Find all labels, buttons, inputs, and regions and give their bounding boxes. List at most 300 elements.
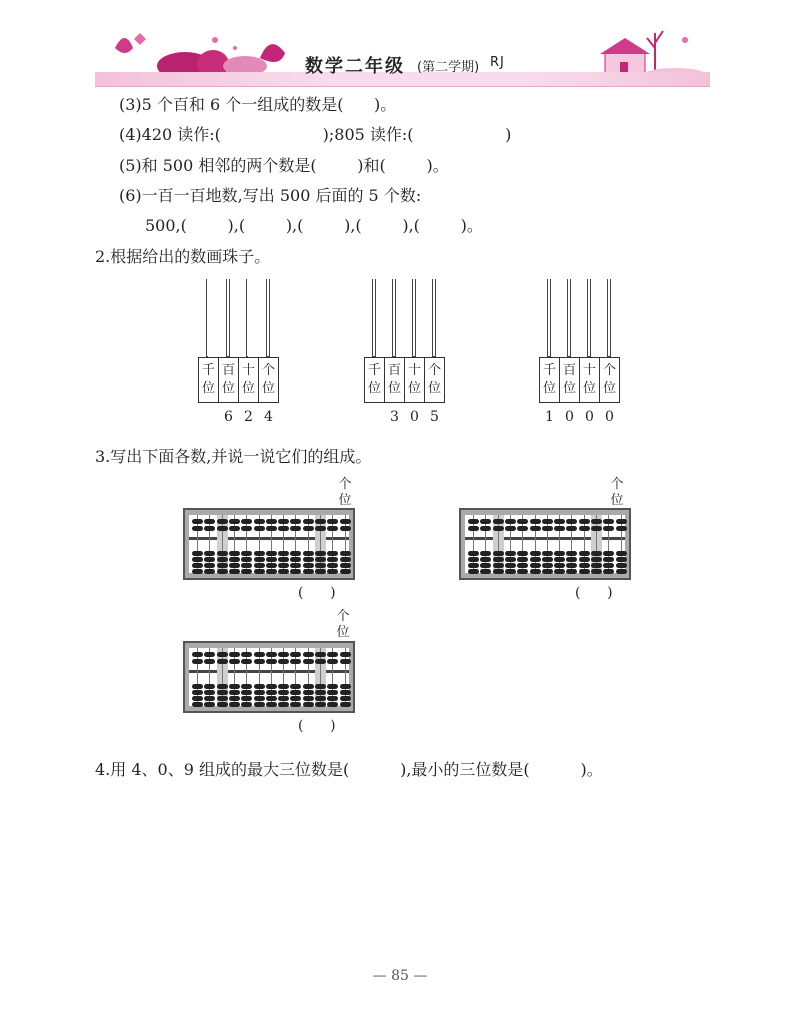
counting-rod[interactable] [246,279,248,357]
abacus-bead[interactable] [229,702,240,707]
counting-rod[interactable] [226,279,230,357]
q1-item-3: (3)5 个百和 6 个一组成的数是( )。 [119,95,397,114]
abacus-bead[interactable] [315,563,326,568]
abacus-bead[interactable] [290,684,301,689]
abacus-bead[interactable] [254,690,265,695]
abacus-bead[interactable] [303,684,314,689]
abacus-bead[interactable] [315,551,326,556]
abacus-bead[interactable] [591,563,602,568]
abacus-bead[interactable] [217,526,228,531]
abacus-bead[interactable] [278,659,289,664]
abacus-bead[interactable] [315,702,326,707]
abacus-bead[interactable] [241,557,252,562]
abacus-bead[interactable] [217,652,228,657]
abacus-bead[interactable] [278,557,289,562]
abacus-rod [591,515,602,573]
abacus-rod [616,515,627,573]
abacus-bead[interactable] [192,702,203,707]
abacus-bead[interactable] [340,696,351,701]
abacus-bead[interactable] [217,702,228,707]
abacus-bead[interactable] [229,684,240,689]
counting-rod[interactable] [567,279,571,357]
abacus-rod [229,648,240,706]
abacus-rod [554,515,565,573]
abacus-bead[interactable] [266,690,277,695]
abacus-rod [204,515,215,573]
abacus-rod [340,648,351,706]
abacus-bead[interactable] [530,519,541,524]
abacus-bead[interactable] [254,519,265,524]
abacus-bead[interactable] [266,702,277,707]
abacus-bead[interactable] [229,551,240,556]
abacus-bead[interactable] [468,519,479,524]
abacus-bead[interactable] [340,519,351,524]
abacus-bead[interactable] [254,563,265,568]
abacus-bead[interactable] [204,690,215,695]
abacus-bead[interactable] [290,551,301,556]
q1-item-6-answer: 500,( ),( ),( ),( ),( )。 [145,216,483,235]
abacus-bead[interactable] [204,551,215,556]
abacus-bead[interactable] [217,551,228,556]
abacus-bead[interactable] [266,563,277,568]
abacus-bead[interactable] [505,551,516,556]
abacus-bead[interactable] [480,526,491,531]
abacus-rod [303,515,314,573]
counting-rods [198,275,288,357]
abacus-bead[interactable] [229,557,240,562]
abacus-bead[interactable] [241,659,252,664]
abacus-bead[interactable] [579,569,590,574]
abacus-bead[interactable] [517,551,528,556]
abacus-bead[interactable] [217,684,228,689]
abacus-bead[interactable] [340,684,351,689]
abacus-bead[interactable] [303,563,314,568]
abacus-bead[interactable] [241,690,252,695]
abacus-bead[interactable] [241,696,252,701]
abacus-bead[interactable] [591,526,602,531]
abacus-bead[interactable] [603,551,614,556]
abacus-bead[interactable] [315,526,326,531]
abacus-bead[interactable] [303,659,314,664]
abacus-bead[interactable] [266,684,277,689]
abacus-rod [327,515,338,573]
abacus-bead[interactable] [566,526,577,531]
counting-rod[interactable] [547,279,551,357]
place-digit: 3 [390,409,399,425]
abacus-bead[interactable] [315,696,326,701]
abacus-bead[interactable] [530,551,541,556]
abacus-bead[interactable] [204,702,215,707]
abacus-bead[interactable] [468,551,479,556]
abacus-bead[interactable] [616,551,627,556]
abacus-bead[interactable] [303,652,314,657]
abacus-bead[interactable] [542,519,553,524]
abacus-bead[interactable] [517,519,528,524]
abacus-bead[interactable] [327,519,338,524]
abacus-rod [542,515,553,573]
abacus-bead[interactable] [204,526,215,531]
abacus-bead[interactable] [327,659,338,664]
abacus-bead[interactable] [340,702,351,707]
abacus-bead[interactable] [192,557,203,562]
abacus-bead[interactable] [217,557,228,562]
counting-rod[interactable] [392,279,396,357]
abacus-bead[interactable] [217,569,228,574]
abacus-bead[interactable] [579,563,590,568]
abacus-bead[interactable] [254,557,265,562]
q1-item-5: (5)和 500 相邻的两个数是( )和( )。 [119,156,449,175]
abacus-rod [579,515,590,573]
abacus-bead[interactable] [303,557,314,562]
abacus-bead[interactable] [542,551,553,556]
abacus-bead[interactable] [217,563,228,568]
abacus-bead[interactable] [241,563,252,568]
abacus-bead[interactable] [340,526,351,531]
place-label: 千 位 [364,357,385,403]
abacus-bead[interactable] [204,652,215,657]
abacus-bead[interactable] [290,519,301,524]
abacus-bead[interactable] [254,652,265,657]
abacus-bead[interactable] [266,696,277,701]
abacus-bead[interactable] [327,696,338,701]
counting-rod[interactable] [266,279,270,357]
abacus-bead[interactable] [217,659,228,664]
abacus-rod [493,515,504,573]
abacus-bead[interactable] [315,519,326,524]
abacus-rod [192,515,203,573]
abacus-bead[interactable] [505,569,516,574]
abacus-bead[interactable] [278,563,289,568]
abacus-bead[interactable] [278,569,289,574]
counting-rod[interactable] [412,279,416,357]
abacus-bead[interactable] [315,652,326,657]
abacus-bead[interactable] [241,526,252,531]
abacus-bead[interactable] [290,659,301,664]
abacus-bead[interactable] [493,557,504,562]
place-label: 十 位 [579,357,600,403]
abacus-bead[interactable] [327,569,338,574]
abacus [459,508,631,580]
abacus-bead[interactable] [340,659,351,664]
abacus-bead[interactable] [616,519,627,524]
place-label: 百 位 [384,357,405,403]
abacus-bead[interactable] [468,563,479,568]
abacus-bead[interactable] [591,551,602,556]
abacus-bead[interactable] [468,526,479,531]
abacus-bead[interactable] [327,652,338,657]
place-digit: 0 [410,409,419,425]
abacus-bead[interactable] [204,557,215,562]
abacus-bead[interactable] [229,519,240,524]
abacus-bead[interactable] [192,519,203,524]
abacus-bead[interactable] [554,569,565,574]
abacus-bead[interactable] [254,684,265,689]
abacus-bead[interactable] [278,519,289,524]
q1-item-4: (4)420 读作:( );805 读作:( ) [119,125,512,144]
abacus-bead[interactable] [493,526,504,531]
abacus-bead[interactable] [591,557,602,562]
abacus-bead[interactable] [340,652,351,657]
abacus-bead[interactable] [315,659,326,664]
abacus-bead[interactable] [217,696,228,701]
q4-text: 4.用 4、0、9 组成的最大三位数是( ),最小的三位数是( )。 [95,760,603,779]
abacus-bead[interactable] [480,551,491,556]
abacus-bead[interactable] [327,690,338,695]
abacus-bead[interactable] [566,569,577,574]
abacus-bead[interactable] [327,563,338,568]
abacus-rod [315,515,326,573]
abacus-rod [266,648,277,706]
abacus-bead[interactable] [254,702,265,707]
abacus-bead[interactable] [468,557,479,562]
abacus-bead[interactable] [192,659,203,664]
abacus-bead[interactable] [278,684,289,689]
place-digit [364,409,385,425]
answer-blank[interactable]: ( ) [298,718,336,734]
abacus-bead[interactable] [603,563,614,568]
abacus-bead[interactable] [480,557,491,562]
abacus-bead[interactable] [530,557,541,562]
abacus-bead[interactable] [278,690,289,695]
abacus-bead[interactable] [192,569,203,574]
page-header [95,18,710,88]
abacus-bead[interactable] [468,569,479,574]
abacus-bead[interactable] [217,690,228,695]
abacus-bead[interactable] [192,652,203,657]
answer-blank[interactable]: ( ) [575,585,613,601]
abacus-bead[interactable] [278,702,289,707]
abacus-bead[interactable] [505,526,516,531]
abacus-bead[interactable] [327,702,338,707]
abacus-bead[interactable] [229,569,240,574]
page-number: — 85 — [372,968,428,984]
abacus-rod [505,515,516,573]
abacus-bead[interactable] [204,569,215,574]
abacus-bead[interactable] [266,557,277,562]
abacus-bead[interactable] [303,551,314,556]
abacus-bead[interactable] [554,519,565,524]
abacus-bead[interactable] [327,551,338,556]
abacus-bead[interactable] [241,551,252,556]
place-label: 十 位 [238,357,259,403]
abacus-bead[interactable] [303,526,314,531]
abacus-bead[interactable] [493,563,504,568]
abacus-bead[interactable] [327,684,338,689]
counting-rod[interactable] [206,279,208,357]
abacus-bead[interactable] [192,684,203,689]
abacus-bead[interactable] [603,569,614,574]
abacus-bead[interactable] [278,652,289,657]
abacus-rod [217,515,228,573]
abacus-bead[interactable] [290,702,301,707]
counting-rod[interactable] [432,279,436,357]
abacus-bead[interactable] [303,569,314,574]
abacus-bead[interactable] [303,519,314,524]
abacus-rod [266,515,277,573]
abacus-rod [254,515,265,573]
abacus-bead[interactable] [480,569,491,574]
abacus-bead[interactable] [517,569,528,574]
abacus-bead[interactable] [204,563,215,568]
answer-blank[interactable]: ( ) [298,585,336,601]
place-label: 千 位 [198,357,219,403]
abacus-bead[interactable] [254,659,265,664]
abacus-bead[interactable] [480,563,491,568]
abacus-bead[interactable] [616,557,627,562]
abacus-rod [204,648,215,706]
place-digit: 0 [565,409,574,425]
abacus-bead[interactable] [579,519,590,524]
abacus-rod [254,648,265,706]
abacus-bead[interactable] [603,526,614,531]
abacus-bead[interactable] [603,519,614,524]
abacus-bead[interactable] [254,569,265,574]
abacus-bead[interactable] [278,526,289,531]
abacus-bead[interactable] [266,551,277,556]
abacus-bead[interactable] [290,569,301,574]
abacus-bead[interactable] [241,652,252,657]
abacus-bead[interactable] [303,696,314,701]
abacus-bead[interactable] [554,563,565,568]
abacus-bead[interactable] [266,526,277,531]
abacus-bead[interactable] [241,684,252,689]
place-digit: 2 [244,409,253,425]
abacus-bead[interactable] [217,519,228,524]
abacus-rod [603,515,614,573]
abacus-bead[interactable] [266,659,277,664]
abacus-bead[interactable] [204,659,215,664]
abacus-bead[interactable] [229,526,240,531]
abacus-bead[interactable] [192,690,203,695]
abacus-bead[interactable] [566,557,577,562]
abacus-bead[interactable] [340,563,351,568]
abacus-bead[interactable] [241,519,252,524]
abacus-bead[interactable] [315,690,326,695]
abacus-bead[interactable] [566,519,577,524]
abacus-bead[interactable] [192,696,203,701]
abacus-bead[interactable] [616,526,627,531]
abacus-bead[interactable] [266,652,277,657]
counting-rod[interactable] [607,279,611,357]
abacus-bead[interactable] [340,557,351,562]
abacus-bead[interactable] [603,557,614,562]
abacus-bead[interactable] [530,569,541,574]
abacus-bead[interactable] [278,551,289,556]
abacus-bead[interactable] [266,519,277,524]
abacus-bead[interactable] [290,526,301,531]
abacus-bead[interactable] [266,569,277,574]
abacus-bead[interactable] [530,526,541,531]
abacus-bead[interactable] [241,569,252,574]
abacus-bead[interactable] [241,702,252,707]
q3-title: 3.写出下面各数,并说一说它们的组成。 [95,447,372,466]
abacus-bead[interactable] [554,526,565,531]
abacus-bead[interactable] [493,551,504,556]
abacus-bead[interactable] [505,557,516,562]
abacus-bead[interactable] [204,684,215,689]
abacus-bead[interactable] [254,696,265,701]
abacus-bead[interactable] [192,563,203,568]
abacus-bead[interactable] [192,526,203,531]
abacus-bead[interactable] [315,569,326,574]
abacus-bead[interactable] [517,557,528,562]
abacus-bead[interactable] [229,690,240,695]
place-label: 个 位 [599,357,620,403]
abacus-bead[interactable] [229,563,240,568]
abacus-bead[interactable] [493,569,504,574]
counting-rods [539,275,629,357]
counting-rod[interactable] [372,279,376,357]
abacus-bead[interactable] [290,557,301,562]
abacus-bead[interactable] [480,519,491,524]
abacus-bead[interactable] [591,569,602,574]
abacus-bead[interactable] [530,563,541,568]
abacus-rod [217,648,228,706]
abacus-bead[interactable] [517,526,528,531]
abacus-bead[interactable] [340,551,351,556]
abacus-bead[interactable] [192,551,203,556]
abacus-bead[interactable] [493,519,504,524]
abacus-bead[interactable] [505,519,516,524]
abacus-bead[interactable] [290,690,301,695]
book-title: 数学二年级 [305,56,405,77]
abacus-rod [327,648,338,706]
abacus-bead[interactable] [566,551,577,556]
abacus-bead[interactable] [554,551,565,556]
abacus-bead[interactable] [290,652,301,657]
abacus-bead[interactable] [579,551,590,556]
abacus-bead[interactable] [290,696,301,701]
abacus-bead[interactable] [229,659,240,664]
abacus-bead[interactable] [340,690,351,695]
abacus-rod [229,515,240,573]
abacus-bead[interactable] [542,526,553,531]
abacus-bead[interactable] [616,569,627,574]
abacus-bead[interactable] [579,526,590,531]
counting-rod[interactable] [587,279,591,357]
abacus-bead[interactable] [566,563,577,568]
abacus-bead[interactable] [315,557,326,562]
abacus-bead[interactable] [327,526,338,531]
abacus-bead[interactable] [290,563,301,568]
abacus-bead[interactable] [303,690,314,695]
abacus-bead[interactable] [542,563,553,568]
abacus-bead[interactable] [315,684,326,689]
abacus-rod [278,515,289,573]
abacus-bead[interactable] [303,702,314,707]
abacus-rod [566,515,577,573]
abacus-bead[interactable] [254,551,265,556]
abacus-bead[interactable] [542,557,553,562]
abacus-bead[interactable] [542,569,553,574]
abacus-bead[interactable] [517,563,528,568]
abacus-bead[interactable] [505,563,516,568]
abacus-bead[interactable] [204,696,215,701]
abacus-bead[interactable] [554,557,565,562]
abacus-bead[interactable] [229,652,240,657]
abacus-bead[interactable] [254,526,265,531]
abacus-bead[interactable] [327,557,338,562]
abacus-bead[interactable] [616,563,627,568]
abacus-bead[interactable] [340,569,351,574]
abacus-rod [192,648,203,706]
abacus-bead[interactable] [204,519,215,524]
abacus-bead[interactable] [278,696,289,701]
abacus-bead[interactable] [579,557,590,562]
abacus-bead[interactable] [591,519,602,524]
place-label: 千 位 [539,357,560,403]
abacus-bead[interactable] [229,696,240,701]
